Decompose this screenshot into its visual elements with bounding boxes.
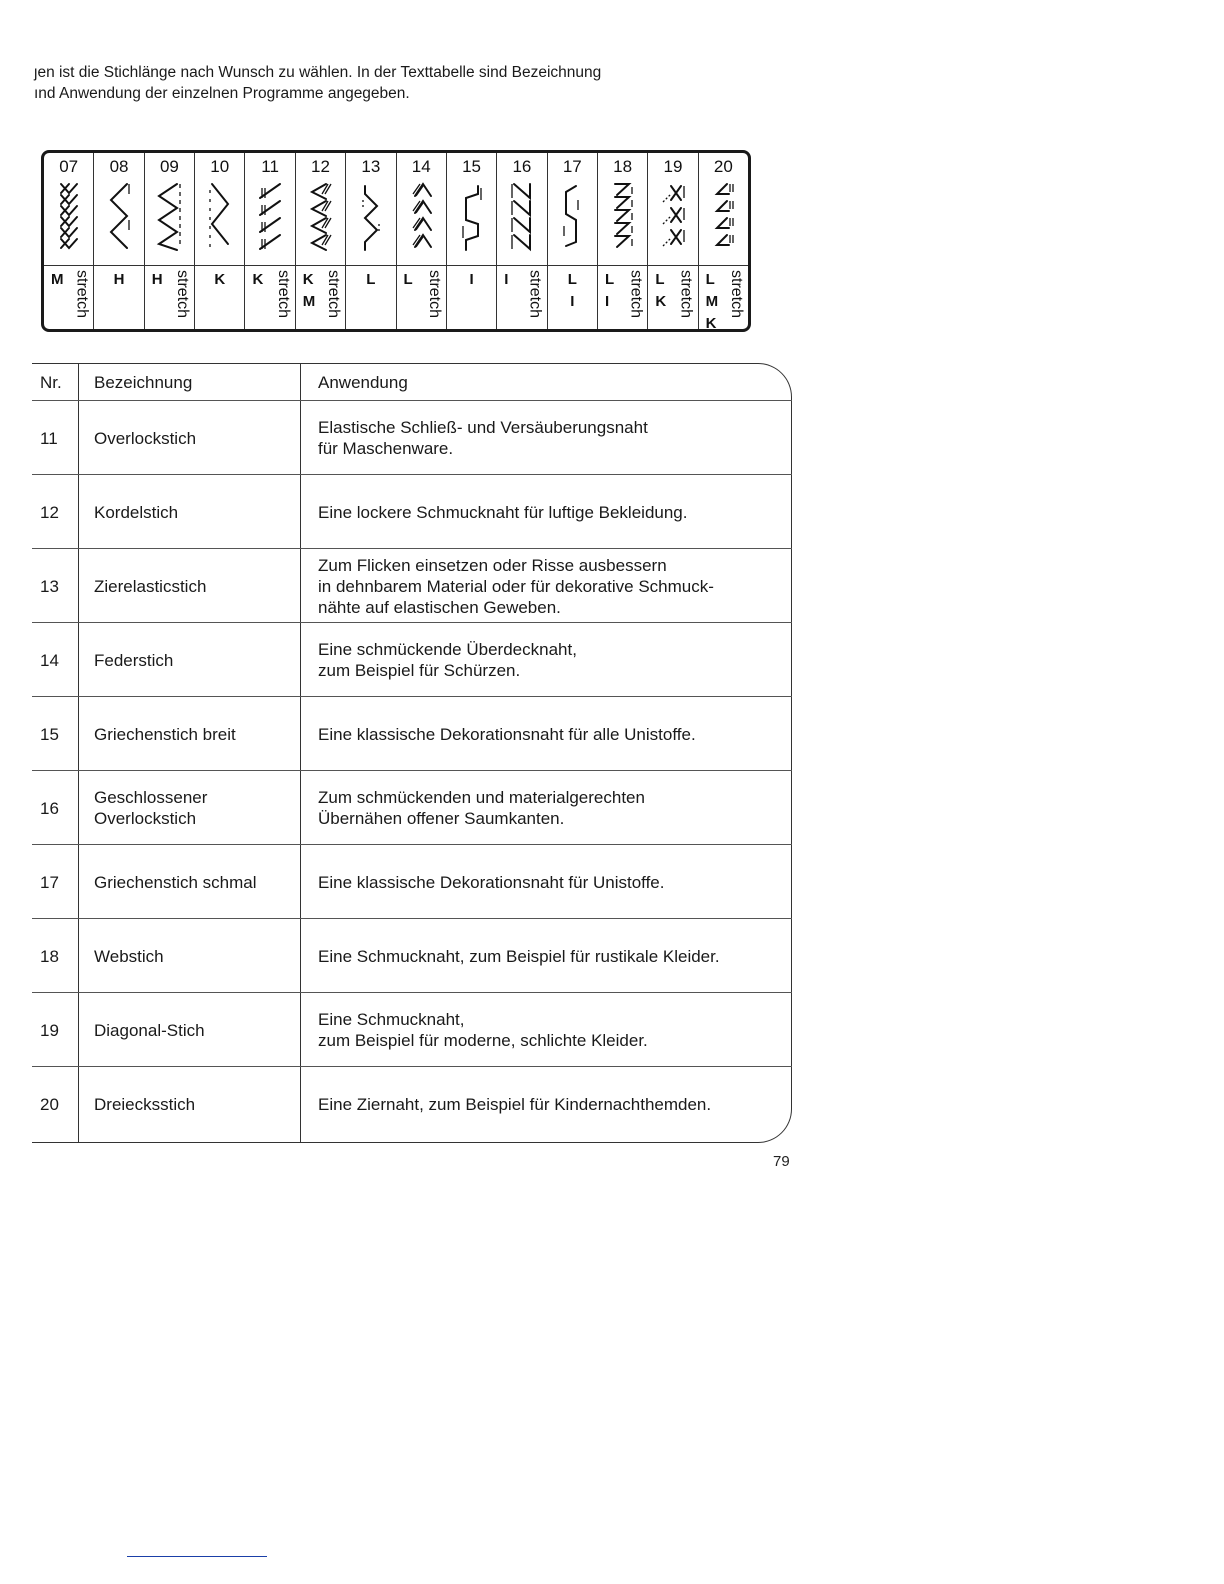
stitch-web-icon	[598, 179, 647, 255]
stitch-number: 15	[462, 157, 482, 176]
stitch-letters	[195, 269, 244, 291]
stitch-cord-icon	[296, 179, 345, 255]
table-header-row	[32, 363, 792, 401]
stitch-letters	[504, 269, 508, 291]
row-anwendung	[318, 475, 788, 549]
bezeichnung-line: Griechenstich schmal	[94, 872, 257, 892]
table-row	[32, 919, 792, 993]
row-anwendung	[318, 623, 788, 697]
stitch-letters	[303, 269, 316, 313]
stitch-letter: K	[705, 315, 717, 332]
stitch-code	[548, 265, 597, 330]
row-bezeichnung	[94, 845, 294, 919]
table-row	[32, 993, 792, 1067]
stitch-letter: K	[302, 271, 314, 288]
header-nr: Nr.	[40, 372, 62, 392]
stitch-letters	[94, 269, 143, 291]
page-number: 79	[773, 1153, 790, 1170]
row-nr: 13	[40, 576, 59, 596]
stretch-label: stretch	[174, 270, 192, 319]
stitch-zigzag-icon	[94, 179, 143, 255]
table-row	[32, 401, 792, 475]
stitch-letters	[548, 269, 597, 313]
table-row	[32, 1067, 792, 1141]
table-row	[32, 845, 792, 919]
stitch-code	[346, 265, 395, 330]
anwendung-line: Zum schmückenden und materialgerechten	[318, 788, 645, 807]
stitch-letter: I	[469, 271, 474, 288]
stitch-number: 17	[562, 157, 582, 176]
row-bezeichnung	[94, 697, 294, 771]
stitch-column-12	[295, 153, 345, 329]
anwendung-line: Elastische Schließ- und Versäuberungsnaht	[318, 418, 648, 437]
row-bezeichnung	[94, 475, 294, 549]
stitch-letter: I	[504, 271, 509, 288]
intro-line-2: ınd Anwendung der einzelnen Programme angegeben.	[34, 85, 410, 102]
stitch-code	[648, 265, 697, 330]
stitch-number: 12	[311, 157, 330, 176]
stitch-number: 18	[613, 157, 633, 176]
stretch-label: stretch	[728, 270, 746, 319]
table-row	[32, 697, 792, 771]
stitch-code	[94, 265, 143, 330]
bezeichnung-line: Zierelasticstich	[94, 576, 207, 596]
stitch-number: 10	[210, 157, 230, 176]
stitch-column-20	[698, 153, 748, 332]
row-nr: 18	[40, 946, 59, 966]
row-nr: 19	[40, 1020, 59, 1040]
stitch-triangle-icon	[699, 179, 748, 255]
stitch-letters	[706, 269, 719, 332]
stitch-number: 20	[713, 157, 733, 176]
stitch-number: 19	[663, 157, 683, 176]
row-nr: 20	[40, 1094, 59, 1114]
stitch-zigzag-wide-icon	[195, 179, 244, 255]
stitch-letter: L	[604, 271, 615, 288]
stitch-number: 07	[59, 157, 79, 176]
stitch-letters	[447, 269, 496, 291]
row-anwendung	[318, 697, 788, 771]
bezeichnung-line: Griechenstich breit	[94, 724, 236, 744]
stitch-letters	[51, 269, 64, 291]
stitch-letter: L	[567, 271, 577, 288]
stretch-label: stretch	[677, 270, 695, 319]
stitch-diagonal-icon	[648, 179, 697, 255]
stitch-letter: H	[113, 271, 125, 288]
stitch-column-08	[93, 153, 143, 329]
stitch-column-15	[446, 153, 496, 329]
stretch-label: stretch	[325, 270, 343, 319]
row-bezeichnung	[94, 401, 294, 475]
stitch-feather-icon	[397, 179, 446, 255]
stitch-number: 11	[261, 157, 279, 176]
stitch-zigzag-dense-icon	[145, 179, 194, 255]
stitch-letter: I	[570, 293, 575, 310]
stretch-label: stretch	[425, 270, 443, 319]
stitch-letters	[252, 269, 263, 291]
stretch-label: stretch	[627, 270, 645, 319]
row-bezeichnung	[94, 549, 294, 623]
stretch-label: stretch	[274, 270, 292, 319]
stitch-code	[245, 265, 294, 330]
stretch-label: stretch	[526, 270, 544, 319]
row-nr: 14	[40, 650, 59, 670]
stitch-column-14	[396, 153, 446, 329]
row-nr: 15	[40, 724, 59, 744]
stitch-letters	[655, 269, 666, 313]
footer-rule	[127, 1556, 267, 1557]
anwendung-line: zum Beispiel für moderne, schlichte Kleider.	[318, 1031, 648, 1050]
stitch-column-09	[144, 153, 194, 329]
stitch-program-panel	[41, 150, 751, 332]
anwendung-line: zum Beispiel für Schürzen.	[318, 661, 521, 680]
stitch-column-10	[194, 153, 244, 329]
bezeichnung-line: Dreiecksstich	[94, 1094, 196, 1114]
stitch-code	[296, 265, 345, 330]
stitch-letter: K	[252, 271, 264, 288]
anwendung-line: Eine klassische Dekorationsnaht für alle Unistoffe.	[318, 724, 696, 744]
bezeichnung-line: Federstich	[94, 650, 174, 670]
row-anwendung	[318, 771, 788, 845]
stitch-letter: M	[705, 293, 719, 310]
stitch-code	[447, 265, 496, 330]
anwendung-line: für Maschenware.	[318, 439, 454, 458]
header-anwendung: Anwendung	[318, 372, 408, 392]
stitch-greek-narrow-icon	[548, 179, 597, 255]
row-anwendung	[318, 1067, 788, 1141]
stitch-elastic-icon	[346, 179, 395, 255]
stitch-number: 16	[512, 157, 532, 176]
stitch-code	[44, 265, 93, 330]
row-anwendung	[318, 845, 788, 919]
row-bezeichnung	[94, 993, 294, 1067]
anwendung-line: Eine schmückende Überdecknaht,	[318, 640, 577, 659]
stitch-column-18	[597, 153, 647, 329]
anwendung-line: Eine Schmucknaht, zum Beispiel für rustikale Kleider.	[318, 946, 720, 966]
row-nr: 11	[40, 428, 58, 448]
stitch-letter: L	[655, 271, 665, 288]
stretch-label: stretch	[73, 270, 91, 319]
row-nr: 12	[40, 502, 59, 522]
bezeichnung-line: Geschlossener	[94, 788, 208, 807]
stitch-letter: K	[655, 293, 667, 310]
header-bezeichnung: Bezeichnung	[94, 372, 193, 392]
stitch-code	[145, 265, 194, 330]
stitch-column-07	[44, 153, 93, 329]
stitch-letter: L	[403, 271, 413, 288]
row-anwendung	[318, 549, 788, 623]
stitch-letters	[346, 269, 395, 291]
stitch-overlock-icon	[245, 179, 294, 255]
table-row	[32, 475, 792, 549]
row-anwendung	[318, 919, 788, 993]
anwendung-line: Eine Ziernaht, zum Beispiel für Kindernachthemden.	[318, 1094, 712, 1114]
stitch-letter: L	[705, 271, 715, 288]
table-row	[32, 771, 792, 845]
stitch-letters	[404, 269, 413, 291]
stitch-number: 14	[411, 157, 431, 176]
anwendung-line: Zum Flicken einsetzen oder Risse ausbessern	[318, 555, 667, 575]
stitch-program-table	[32, 363, 792, 1143]
row-bezeichnung	[94, 771, 294, 845]
stitch-column-19	[647, 153, 697, 329]
row-bezeichnung	[94, 623, 294, 697]
stitch-code	[699, 265, 748, 330]
bezeichnung-line: Webstich	[94, 946, 164, 966]
stitch-column-17	[547, 153, 597, 329]
bezeichnung-line: Overlockstich	[94, 428, 197, 448]
anwendung-line: Übernähen offener Saumkanten.	[318, 809, 565, 828]
row-anwendung	[318, 993, 788, 1067]
anwendung-line: nähte auf elastischen Geweben.	[318, 597, 561, 617]
stitch-column-11	[244, 153, 294, 329]
anwendung-line: in dehnbarem Material oder für dekorative Schmuck-	[318, 576, 714, 596]
row-bezeichnung	[94, 919, 294, 993]
stitch-letters	[152, 269, 163, 291]
bezeichnung-line: Diagonal-Stich	[94, 1020, 205, 1040]
table-row	[32, 549, 792, 623]
anwendung-line: Eine klassische Dekorationsnaht für Unistoffe.	[318, 872, 665, 892]
stitch-letters	[605, 269, 614, 313]
anwendung-line: Eine lockere Schmucknaht für luftige Bekleidung.	[318, 502, 688, 522]
row-bezeichnung	[94, 1067, 294, 1141]
stitch-number: 09	[159, 157, 179, 176]
stitch-cross-icon	[44, 179, 93, 255]
stitch-letter: K	[214, 271, 226, 288]
intro-text	[34, 62, 794, 104]
stitch-code	[397, 265, 446, 330]
bezeichnung-line: Kordelstich	[94, 502, 179, 522]
stitch-letter: M	[51, 271, 64, 288]
stitch-greek-wide-icon	[447, 179, 496, 255]
row-nr: 17	[40, 872, 59, 892]
stitch-column-16	[496, 153, 546, 329]
anwendung-line: Eine Schmucknaht,	[318, 1010, 465, 1029]
stitch-code	[195, 265, 244, 330]
stitch-overlock-closed-icon	[497, 179, 546, 255]
stitch-letter: I	[604, 293, 610, 310]
intro-line-1: ȷen ist die Stichlänge nach Wunsch zu wählen. In der Texttabelle sind Bezeichnung	[34, 64, 602, 81]
stitch-letter: M	[302, 293, 316, 310]
row-anwendung	[318, 401, 788, 475]
stitch-number: 08	[109, 157, 129, 176]
stitch-column-13	[345, 153, 395, 329]
stitch-letter: L	[366, 271, 376, 288]
table-row	[32, 623, 792, 697]
stitch-number: 13	[361, 157, 381, 176]
stitch-code	[598, 265, 647, 330]
stitch-code	[497, 265, 546, 330]
row-nr: 16	[40, 798, 59, 818]
bezeichnung-line: Overlockstich	[94, 809, 197, 828]
stitch-letter: H	[151, 271, 163, 288]
